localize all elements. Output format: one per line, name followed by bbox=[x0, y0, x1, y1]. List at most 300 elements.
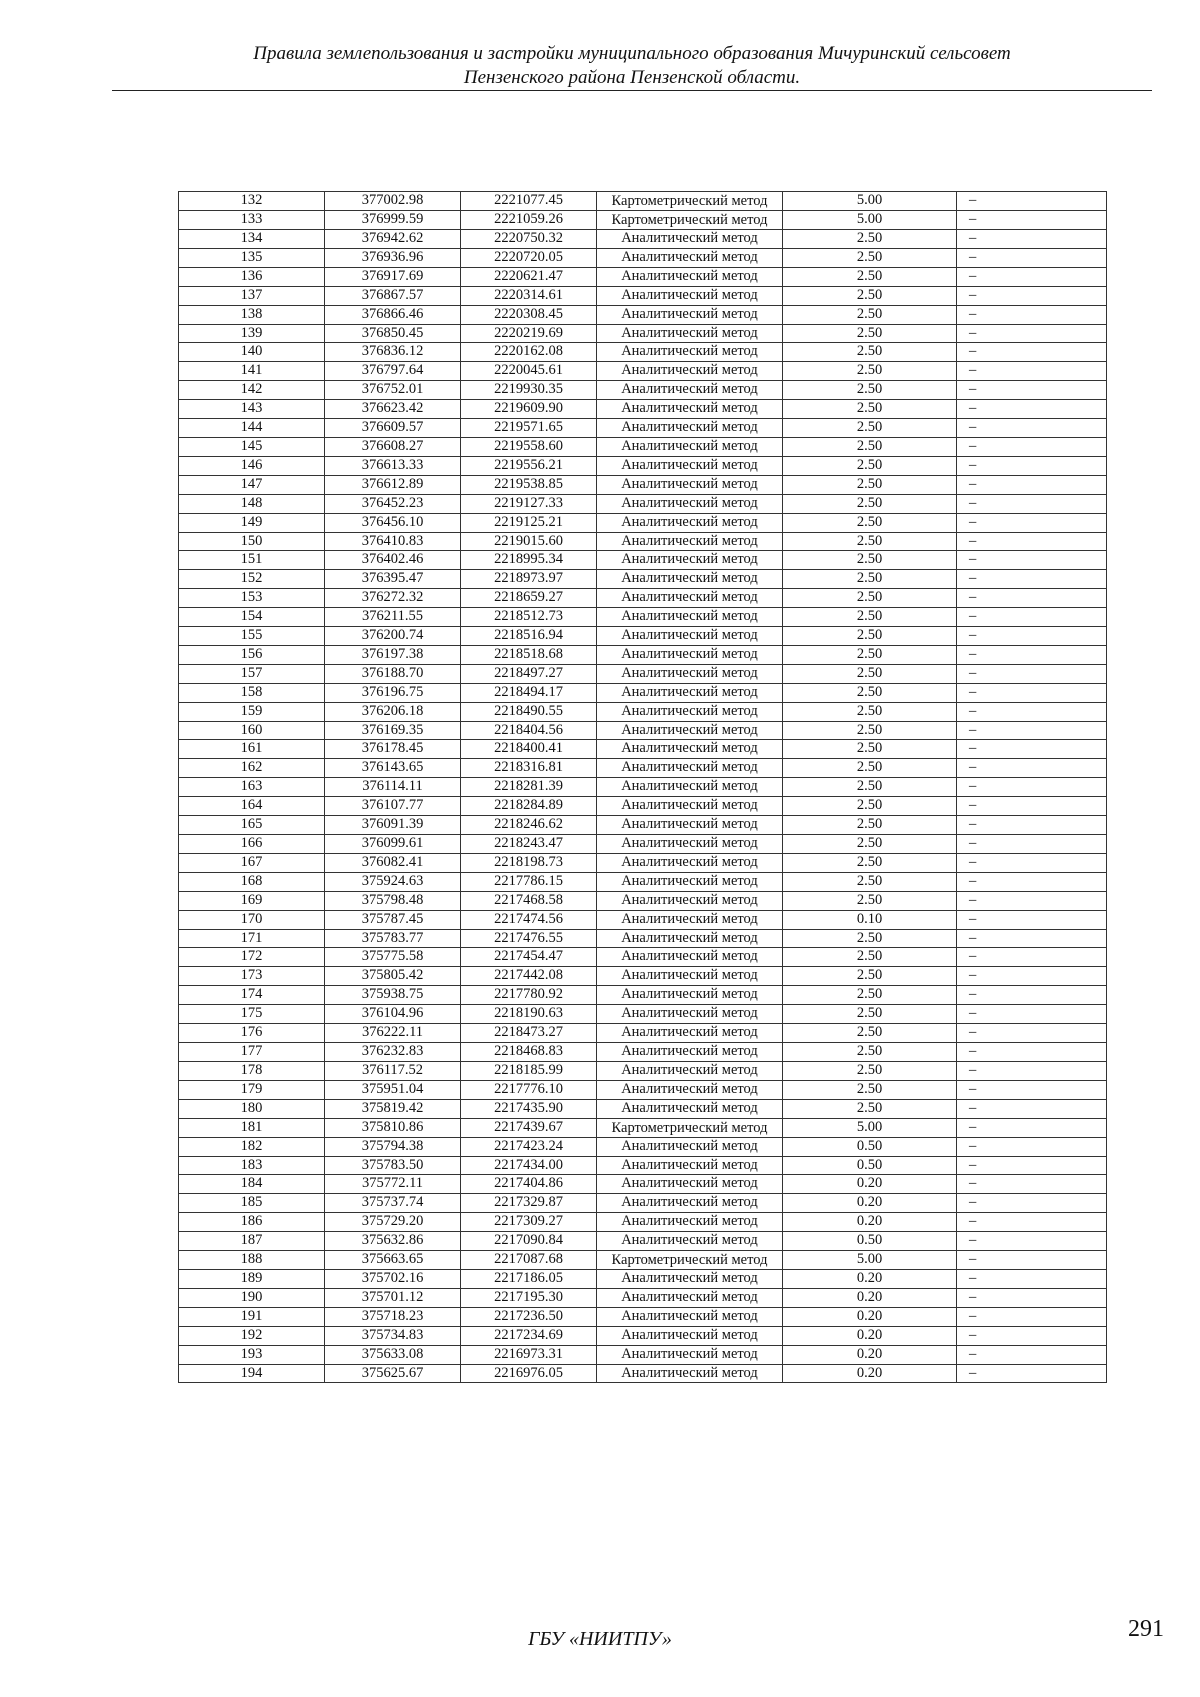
x-coordinate-cell: 376609.57 bbox=[325, 419, 461, 438]
table-row bbox=[179, 1042, 1107, 1061]
point-number-cell: 152 bbox=[179, 570, 325, 589]
method-cell: Аналитический метод bbox=[597, 324, 783, 343]
accuracy-cell: 2.50 bbox=[783, 343, 957, 362]
note-cell: – bbox=[957, 608, 1107, 627]
note-cell: – bbox=[957, 986, 1107, 1005]
accuracy-cell: 2.50 bbox=[783, 305, 957, 324]
note-cell: – bbox=[957, 1194, 1107, 1213]
method-cell: Аналитический метод bbox=[597, 475, 783, 494]
note-cell: – bbox=[957, 456, 1107, 475]
table-row bbox=[179, 211, 1107, 230]
y-coordinate-cell: 2218512.73 bbox=[461, 608, 597, 627]
method-cell: Аналитический метод bbox=[597, 1042, 783, 1061]
x-coordinate-cell: 376999.59 bbox=[325, 211, 461, 230]
x-coordinate-cell: 375633.08 bbox=[325, 1345, 461, 1364]
y-coordinate-cell: 2219609.90 bbox=[461, 400, 597, 419]
note-cell: – bbox=[957, 721, 1107, 740]
x-coordinate-cell: 376099.61 bbox=[325, 835, 461, 854]
method-cell: Картометрический метод bbox=[597, 192, 783, 211]
y-coordinate-cell: 2220045.61 bbox=[461, 362, 597, 381]
page-number: 291 bbox=[1128, 1616, 1164, 1642]
y-coordinate-cell: 2218281.39 bbox=[461, 778, 597, 797]
method-cell: Аналитический метод bbox=[597, 759, 783, 778]
accuracy-cell: 2.50 bbox=[783, 986, 957, 1005]
x-coordinate-cell: 376197.38 bbox=[325, 645, 461, 664]
y-coordinate-cell: 2220750.32 bbox=[461, 230, 597, 249]
table-row bbox=[179, 589, 1107, 608]
point-number-cell: 133 bbox=[179, 211, 325, 230]
point-number-cell: 138 bbox=[179, 305, 325, 324]
x-coordinate-cell: 375819.42 bbox=[325, 1099, 461, 1118]
table-row bbox=[179, 1213, 1107, 1232]
table-row bbox=[179, 853, 1107, 872]
table-row bbox=[179, 835, 1107, 854]
method-cell: Аналитический метод bbox=[597, 740, 783, 759]
x-coordinate-cell: 376456.10 bbox=[325, 513, 461, 532]
note-cell: – bbox=[957, 967, 1107, 986]
note-cell: – bbox=[957, 475, 1107, 494]
point-number-cell: 165 bbox=[179, 816, 325, 835]
y-coordinate-cell: 2218190.63 bbox=[461, 1005, 597, 1024]
accuracy-cell: 2.50 bbox=[783, 267, 957, 286]
point-number-cell: 182 bbox=[179, 1137, 325, 1156]
method-cell: Аналитический метод bbox=[597, 816, 783, 835]
method-cell: Аналитический метод bbox=[597, 513, 783, 532]
table-row bbox=[179, 1232, 1107, 1251]
accuracy-cell: 0.20 bbox=[783, 1288, 957, 1307]
note-cell: – bbox=[957, 1251, 1107, 1270]
x-coordinate-cell: 376402.46 bbox=[325, 551, 461, 570]
method-cell: Аналитический метод bbox=[597, 570, 783, 589]
accuracy-cell: 2.50 bbox=[783, 778, 957, 797]
table-row bbox=[179, 948, 1107, 967]
header-line-1: Правила землепользования и застройки муниципального образования Мичуринский сельсовет bbox=[253, 43, 1011, 64]
table-row bbox=[179, 192, 1107, 211]
x-coordinate-cell: 375734.83 bbox=[325, 1326, 461, 1345]
accuracy-cell: 2.50 bbox=[783, 589, 957, 608]
method-cell: Аналитический метод bbox=[597, 1099, 783, 1118]
method-cell: Аналитический метод bbox=[597, 797, 783, 816]
point-number-cell: 172 bbox=[179, 948, 325, 967]
accuracy-cell: 2.50 bbox=[783, 230, 957, 249]
accuracy-cell: 2.50 bbox=[783, 1080, 957, 1099]
y-coordinate-cell: 2218316.81 bbox=[461, 759, 597, 778]
table-row bbox=[179, 494, 1107, 513]
note-cell: – bbox=[957, 494, 1107, 513]
y-coordinate-cell: 2218995.34 bbox=[461, 551, 597, 570]
method-cell: Аналитический метод bbox=[597, 1137, 783, 1156]
x-coordinate-cell: 376936.96 bbox=[325, 248, 461, 267]
point-number-cell: 135 bbox=[179, 248, 325, 267]
accuracy-cell: 2.50 bbox=[783, 816, 957, 835]
point-number-cell: 183 bbox=[179, 1156, 325, 1175]
x-coordinate-cell: 375951.04 bbox=[325, 1080, 461, 1099]
accuracy-cell: 0.20 bbox=[783, 1175, 957, 1194]
point-number-cell: 162 bbox=[179, 759, 325, 778]
note-cell: – bbox=[957, 248, 1107, 267]
table-row bbox=[179, 1005, 1107, 1024]
note-cell: – bbox=[957, 192, 1107, 211]
point-number-cell: 168 bbox=[179, 872, 325, 891]
accuracy-cell: 2.50 bbox=[783, 494, 957, 513]
x-coordinate-cell: 376272.32 bbox=[325, 589, 461, 608]
note-cell: – bbox=[957, 778, 1107, 797]
table-row bbox=[179, 1326, 1107, 1345]
method-cell: Аналитический метод bbox=[597, 645, 783, 664]
table-row bbox=[179, 1251, 1107, 1270]
table-row bbox=[179, 797, 1107, 816]
x-coordinate-cell: 376867.57 bbox=[325, 286, 461, 305]
table-row bbox=[179, 645, 1107, 664]
accuracy-cell: 2.50 bbox=[783, 1099, 957, 1118]
x-coordinate-cell: 375772.11 bbox=[325, 1175, 461, 1194]
note-cell: – bbox=[957, 1364, 1107, 1383]
x-coordinate-cell: 375938.75 bbox=[325, 986, 461, 1005]
coordinates-table bbox=[178, 191, 1107, 1383]
method-cell: Аналитический метод bbox=[597, 967, 783, 986]
point-number-cell: 146 bbox=[179, 456, 325, 475]
x-coordinate-cell: 376188.70 bbox=[325, 664, 461, 683]
y-coordinate-cell: 2218473.27 bbox=[461, 1024, 597, 1043]
note-cell: – bbox=[957, 1270, 1107, 1289]
y-coordinate-cell: 2221059.26 bbox=[461, 211, 597, 230]
x-coordinate-cell: 376222.11 bbox=[325, 1024, 461, 1043]
table-row bbox=[179, 305, 1107, 324]
note-cell: – bbox=[957, 1080, 1107, 1099]
y-coordinate-cell: 2218468.83 bbox=[461, 1042, 597, 1061]
y-coordinate-cell: 2217468.58 bbox=[461, 891, 597, 910]
point-number-cell: 160 bbox=[179, 721, 325, 740]
method-cell: Аналитический метод bbox=[597, 1307, 783, 1326]
point-number-cell: 193 bbox=[179, 1345, 325, 1364]
accuracy-cell: 2.50 bbox=[783, 532, 957, 551]
table-row bbox=[179, 1024, 1107, 1043]
accuracy-cell: 2.50 bbox=[783, 286, 957, 305]
y-coordinate-cell: 2217087.68 bbox=[461, 1251, 597, 1270]
y-coordinate-cell: 2218494.17 bbox=[461, 683, 597, 702]
method-cell: Аналитический метод bbox=[597, 1288, 783, 1307]
x-coordinate-cell: 375783.50 bbox=[325, 1156, 461, 1175]
method-cell: Аналитический метод bbox=[597, 456, 783, 475]
method-cell: Аналитический метод bbox=[597, 1270, 783, 1289]
y-coordinate-cell: 2217474.56 bbox=[461, 910, 597, 929]
point-number-cell: 167 bbox=[179, 853, 325, 872]
table-row bbox=[179, 816, 1107, 835]
y-coordinate-cell: 2219930.35 bbox=[461, 381, 597, 400]
accuracy-cell: 2.50 bbox=[783, 1024, 957, 1043]
accuracy-cell: 2.50 bbox=[783, 967, 957, 986]
accuracy-cell: 2.50 bbox=[783, 1042, 957, 1061]
note-cell: – bbox=[957, 702, 1107, 721]
y-coordinate-cell: 2219571.65 bbox=[461, 419, 597, 438]
table-row bbox=[179, 1307, 1107, 1326]
x-coordinate-cell: 376917.69 bbox=[325, 267, 461, 286]
point-number-cell: 163 bbox=[179, 778, 325, 797]
y-coordinate-cell: 2218400.41 bbox=[461, 740, 597, 759]
point-number-cell: 149 bbox=[179, 513, 325, 532]
point-number-cell: 171 bbox=[179, 929, 325, 948]
y-coordinate-cell: 2218490.55 bbox=[461, 702, 597, 721]
y-coordinate-cell: 2218497.27 bbox=[461, 664, 597, 683]
point-number-cell: 145 bbox=[179, 437, 325, 456]
method-cell: Аналитический метод bbox=[597, 608, 783, 627]
accuracy-cell: 2.50 bbox=[783, 570, 957, 589]
y-coordinate-cell: 2217186.05 bbox=[461, 1270, 597, 1289]
point-number-cell: 194 bbox=[179, 1364, 325, 1383]
accuracy-cell: 2.50 bbox=[783, 872, 957, 891]
point-number-cell: 173 bbox=[179, 967, 325, 986]
table-row bbox=[179, 456, 1107, 475]
y-coordinate-cell: 2220314.61 bbox=[461, 286, 597, 305]
y-coordinate-cell: 2218659.27 bbox=[461, 589, 597, 608]
accuracy-cell: 2.50 bbox=[783, 1061, 957, 1080]
method-cell: Аналитический метод bbox=[597, 910, 783, 929]
point-number-cell: 132 bbox=[179, 192, 325, 211]
x-coordinate-cell: 376608.27 bbox=[325, 437, 461, 456]
accuracy-cell: 2.50 bbox=[783, 645, 957, 664]
accuracy-cell: 2.50 bbox=[783, 324, 957, 343]
x-coordinate-cell: 375737.74 bbox=[325, 1194, 461, 1213]
point-number-cell: 166 bbox=[179, 835, 325, 854]
x-coordinate-cell: 375805.42 bbox=[325, 967, 461, 986]
y-coordinate-cell: 2217234.69 bbox=[461, 1326, 597, 1345]
method-cell: Аналитический метод bbox=[597, 1080, 783, 1099]
accuracy-cell: 0.20 bbox=[783, 1194, 957, 1213]
x-coordinate-cell: 376613.33 bbox=[325, 456, 461, 475]
accuracy-cell: 2.50 bbox=[783, 362, 957, 381]
accuracy-cell: 2.50 bbox=[783, 419, 957, 438]
y-coordinate-cell: 2217776.10 bbox=[461, 1080, 597, 1099]
point-number-cell: 155 bbox=[179, 627, 325, 646]
accuracy-cell: 2.50 bbox=[783, 400, 957, 419]
table-row bbox=[179, 400, 1107, 419]
note-cell: – bbox=[957, 797, 1107, 816]
header-divider bbox=[112, 90, 1152, 91]
table-row bbox=[179, 343, 1107, 362]
method-cell: Картометрический метод bbox=[597, 1251, 783, 1270]
method-cell: Аналитический метод bbox=[597, 683, 783, 702]
accuracy-cell: 0.20 bbox=[783, 1345, 957, 1364]
method-cell: Аналитический метод bbox=[597, 305, 783, 324]
point-number-cell: 174 bbox=[179, 986, 325, 1005]
note-cell: – bbox=[957, 267, 1107, 286]
table-row bbox=[179, 608, 1107, 627]
y-coordinate-cell: 2217439.67 bbox=[461, 1118, 597, 1137]
method-cell: Аналитический метод bbox=[597, 948, 783, 967]
x-coordinate-cell: 375702.16 bbox=[325, 1270, 461, 1289]
method-cell: Картометрический метод bbox=[597, 211, 783, 230]
table-row bbox=[179, 248, 1107, 267]
point-number-cell: 176 bbox=[179, 1024, 325, 1043]
table-row bbox=[179, 1061, 1107, 1080]
table-row bbox=[179, 778, 1107, 797]
note-cell: – bbox=[957, 551, 1107, 570]
note-cell: – bbox=[957, 816, 1107, 835]
note-cell: – bbox=[957, 211, 1107, 230]
y-coordinate-cell: 2220219.69 bbox=[461, 324, 597, 343]
table-row bbox=[179, 570, 1107, 589]
table-row bbox=[179, 419, 1107, 438]
table-row bbox=[179, 362, 1107, 381]
table-row bbox=[179, 872, 1107, 891]
point-number-cell: 157 bbox=[179, 664, 325, 683]
y-coordinate-cell: 2220621.47 bbox=[461, 267, 597, 286]
accuracy-cell: 2.50 bbox=[783, 664, 957, 683]
point-number-cell: 148 bbox=[179, 494, 325, 513]
method-cell: Аналитический метод bbox=[597, 929, 783, 948]
table-row bbox=[179, 230, 1107, 249]
method-cell: Аналитический метод bbox=[597, 362, 783, 381]
note-cell: – bbox=[957, 1061, 1107, 1080]
accuracy-cell: 0.20 bbox=[783, 1213, 957, 1232]
note-cell: – bbox=[957, 1307, 1107, 1326]
note-cell: – bbox=[957, 853, 1107, 872]
accuracy-cell: 2.50 bbox=[783, 853, 957, 872]
y-coordinate-cell: 2221077.45 bbox=[461, 192, 597, 211]
accuracy-cell: 0.20 bbox=[783, 1364, 957, 1383]
accuracy-cell: 2.50 bbox=[783, 721, 957, 740]
y-coordinate-cell: 2217786.15 bbox=[461, 872, 597, 891]
point-number-cell: 150 bbox=[179, 532, 325, 551]
note-cell: – bbox=[957, 1099, 1107, 1118]
method-cell: Аналитический метод bbox=[597, 853, 783, 872]
accuracy-cell: 5.00 bbox=[783, 211, 957, 230]
method-cell: Аналитический метод bbox=[597, 721, 783, 740]
table-row bbox=[179, 532, 1107, 551]
note-cell: – bbox=[957, 400, 1107, 419]
x-coordinate-cell: 376143.65 bbox=[325, 759, 461, 778]
point-number-cell: 144 bbox=[179, 419, 325, 438]
method-cell: Аналитический метод bbox=[597, 494, 783, 513]
note-cell: – bbox=[957, 683, 1107, 702]
point-number-cell: 178 bbox=[179, 1061, 325, 1080]
note-cell: – bbox=[957, 627, 1107, 646]
y-coordinate-cell: 2219556.21 bbox=[461, 456, 597, 475]
x-coordinate-cell: 375775.58 bbox=[325, 948, 461, 967]
table-row bbox=[179, 1137, 1107, 1156]
page-header bbox=[112, 42, 1152, 90]
point-number-cell: 186 bbox=[179, 1213, 325, 1232]
note-cell: – bbox=[957, 910, 1107, 929]
note-cell: – bbox=[957, 759, 1107, 778]
accuracy-cell: 0.10 bbox=[783, 910, 957, 929]
y-coordinate-cell: 2220720.05 bbox=[461, 248, 597, 267]
x-coordinate-cell: 376196.75 bbox=[325, 683, 461, 702]
x-coordinate-cell: 377002.98 bbox=[325, 192, 461, 211]
note-cell: – bbox=[957, 1175, 1107, 1194]
method-cell: Аналитический метод bbox=[597, 1175, 783, 1194]
x-coordinate-cell: 376836.12 bbox=[325, 343, 461, 362]
accuracy-cell: 2.50 bbox=[783, 797, 957, 816]
x-coordinate-cell: 375625.67 bbox=[325, 1364, 461, 1383]
accuracy-cell: 0.20 bbox=[783, 1270, 957, 1289]
table-row bbox=[179, 1288, 1107, 1307]
note-cell: – bbox=[957, 1137, 1107, 1156]
note-cell: – bbox=[957, 230, 1107, 249]
y-coordinate-cell: 2217309.27 bbox=[461, 1213, 597, 1232]
point-number-cell: 137 bbox=[179, 286, 325, 305]
method-cell: Аналитический метод bbox=[597, 437, 783, 456]
accuracy-cell: 2.50 bbox=[783, 551, 957, 570]
x-coordinate-cell: 375663.65 bbox=[325, 1251, 461, 1270]
method-cell: Аналитический метод bbox=[597, 1005, 783, 1024]
table-row bbox=[179, 1156, 1107, 1175]
table-row bbox=[179, 1270, 1107, 1289]
accuracy-cell: 5.00 bbox=[783, 192, 957, 211]
note-cell: – bbox=[957, 513, 1107, 532]
accuracy-cell: 2.50 bbox=[783, 948, 957, 967]
note-cell: – bbox=[957, 645, 1107, 664]
table-row bbox=[179, 683, 1107, 702]
method-cell: Аналитический метод bbox=[597, 589, 783, 608]
y-coordinate-cell: 2218516.94 bbox=[461, 627, 597, 646]
y-coordinate-cell: 2218198.73 bbox=[461, 853, 597, 872]
point-number-cell: 184 bbox=[179, 1175, 325, 1194]
y-coordinate-cell: 2216976.05 bbox=[461, 1364, 597, 1383]
note-cell: – bbox=[957, 929, 1107, 948]
note-cell: – bbox=[957, 1024, 1107, 1043]
x-coordinate-cell: 376178.45 bbox=[325, 740, 461, 759]
note-cell: – bbox=[957, 1042, 1107, 1061]
method-cell: Аналитический метод bbox=[597, 986, 783, 1005]
y-coordinate-cell: 2217195.30 bbox=[461, 1288, 597, 1307]
table-row bbox=[179, 286, 1107, 305]
y-coordinate-cell: 2217329.87 bbox=[461, 1194, 597, 1213]
method-cell: Аналитический метод bbox=[597, 1345, 783, 1364]
accuracy-cell: 2.50 bbox=[783, 437, 957, 456]
method-cell: Аналитический метод bbox=[597, 381, 783, 400]
point-number-cell: 136 bbox=[179, 267, 325, 286]
method-cell: Аналитический метод bbox=[597, 286, 783, 305]
table-row bbox=[179, 1118, 1107, 1137]
x-coordinate-cell: 376395.47 bbox=[325, 570, 461, 589]
accuracy-cell: 2.50 bbox=[783, 627, 957, 646]
table-row bbox=[179, 1175, 1107, 1194]
note-cell: – bbox=[957, 570, 1107, 589]
method-cell: Аналитический метод bbox=[597, 551, 783, 570]
x-coordinate-cell: 375783.77 bbox=[325, 929, 461, 948]
y-coordinate-cell: 2219015.60 bbox=[461, 532, 597, 551]
note-cell: – bbox=[957, 286, 1107, 305]
footer-organization: ГБУ «НИИТПУ» bbox=[528, 1628, 672, 1650]
point-number-cell: 147 bbox=[179, 475, 325, 494]
point-number-cell: 191 bbox=[179, 1307, 325, 1326]
x-coordinate-cell: 376082.41 bbox=[325, 853, 461, 872]
accuracy-cell: 2.50 bbox=[783, 702, 957, 721]
y-coordinate-cell: 2217404.86 bbox=[461, 1175, 597, 1194]
x-coordinate-cell: 376752.01 bbox=[325, 381, 461, 400]
accuracy-cell: 0.20 bbox=[783, 1326, 957, 1345]
note-cell: – bbox=[957, 1232, 1107, 1251]
method-cell: Аналитический метод bbox=[597, 1024, 783, 1043]
point-number-cell: 175 bbox=[179, 1005, 325, 1024]
method-cell: Аналитический метод bbox=[597, 627, 783, 646]
x-coordinate-cell: 375701.12 bbox=[325, 1288, 461, 1307]
table-row bbox=[179, 929, 1107, 948]
table-row bbox=[179, 891, 1107, 910]
method-cell: Аналитический метод bbox=[597, 343, 783, 362]
point-number-cell: 141 bbox=[179, 362, 325, 381]
note-cell: – bbox=[957, 324, 1107, 343]
method-cell: Аналитический метод bbox=[597, 664, 783, 683]
accuracy-cell: 2.50 bbox=[783, 891, 957, 910]
x-coordinate-cell: 375787.45 bbox=[325, 910, 461, 929]
point-number-cell: 189 bbox=[179, 1270, 325, 1289]
x-coordinate-cell: 376942.62 bbox=[325, 230, 461, 249]
note-cell: – bbox=[957, 343, 1107, 362]
point-number-cell: 192 bbox=[179, 1326, 325, 1345]
point-number-cell: 185 bbox=[179, 1194, 325, 1213]
